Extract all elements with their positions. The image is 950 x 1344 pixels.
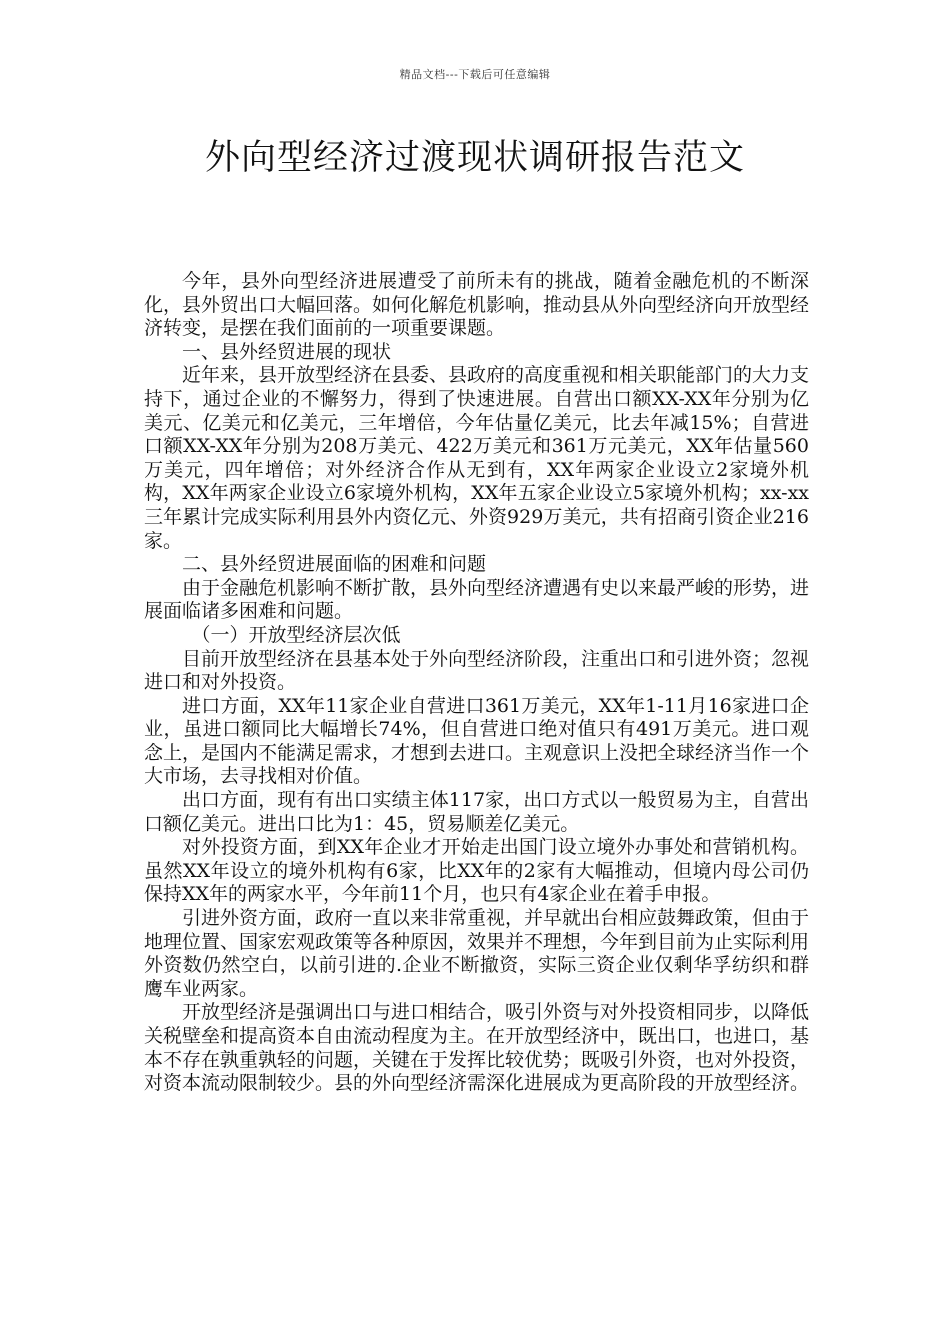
paragraph-outbound-investment: 对外投资方面，到XX年企业才开始走出国门设立境外办事处和营销机构。虽然XX年设立的境外机构有6家，比XX年的2家有大幅推动，但境内母公司仍保持XX年的两家水平，今年前11个月，也只有4家企业在着手申报。 bbox=[144, 836, 809, 906]
paragraph-foreign-investment: 引进外资方面，政府一直以来非常重视，并早就出台相应鼓舞政策，但由于地理位置、国家宏观政策等各种原因，效果并不理想，今年到目前为止实际利用外资数仍然空白，以前引进的.企业不断撤资，实际三资企业仅剩华孚纺织和群鹰车业两家。 bbox=[144, 907, 810, 1000]
paragraph-stage: 目前开放型经济在县基本处于外向型经济阶段，注重出口和引进外资；忽视进口和对外投资。 bbox=[144, 647, 810, 694]
section-heading-2: 二、县外经贸进展面临的困难和问题 bbox=[182, 553, 487, 576]
header-note: 精品文档---下载后可任意编辑 bbox=[399, 68, 551, 81]
subsection-heading-1: （一）开放型经济层次低 bbox=[191, 623, 401, 646]
document-body bbox=[144, 270, 809, 1096]
section-heading-1: 一、县外经贸进展的现状 bbox=[182, 340, 392, 363]
paragraph-intro: 今年，县外向型经济进展遭受了前所未有的挑战，随着金融危机的不断深化，县外贸出口大幅回落。如何化解危机影响，推动县从外向型经济向开放型经济转变，是摆在我们面前的一项重要课题。 bbox=[144, 270, 810, 340]
paragraph-open-economy: 开放型经济是强调出口与进口相结合，吸引外资与对外投资相同步，以降低关税壁垒和提高资本自由流动程度为主。在开放型经济中，既出口，也进口，基本不存在孰重孰轻的问题，关键在于发挥比较优势；既吸引外资，也对外投资，对资本流动限制较少。县的外向型经济需深化进展成为更高阶段的开放型经济。 bbox=[144, 1001, 810, 1095]
document-title: 外向型经济过渡现状调研报告范文 bbox=[204, 138, 745, 178]
paragraph-current-status: 近年来，县开放型经济在县委、县政府的高度重视和相关职能部门的大力支持下，通过企业的不懈努力，得到了快速进展。自营出口额XX-XX年分别为亿美元、亿美元和亿美元，三年增倍，今年估量亿美元，比去年减15%；自营进口额XX-XX年分别为208万美元、422万美元和361万元美元，XX年估量560万美元，四年增倍；对外经济合作从无到有，XX年两家企业设立2家境外机构，XX年两家企业设立6家境外机构，XX年五家企业设立5家境外机构；xx-xx三年累计完成实际利用县外内资亿元、外资929万美元，共有招商引资企业216家。 bbox=[144, 364, 810, 552]
paragraph-import: 进口方面，XX年11家企业自营进口361万美元，XX年1-11月16家进口企业，虽进口额同比大幅增长74%，但自营进口绝对值只有491万美元。进口观念上，是国内不能满足需求，才想到去进口。主观意识上没把全球经济当作一个大市场，去寻找相对价值。 bbox=[144, 694, 810, 788]
paragraph-export: 出口方面，现有有出口实绩主体117家，出口方式以一般贸易为主，自营出口额亿美元。进出口比为1：45，贸易顺差亿美元。 bbox=[144, 789, 809, 835]
paragraph-difficulties: 由于金融危机影响不断扩散，县外向型经济遭遇有史以来最严峻的形势，进展面临诸多困难和问题。 bbox=[144, 576, 810, 623]
